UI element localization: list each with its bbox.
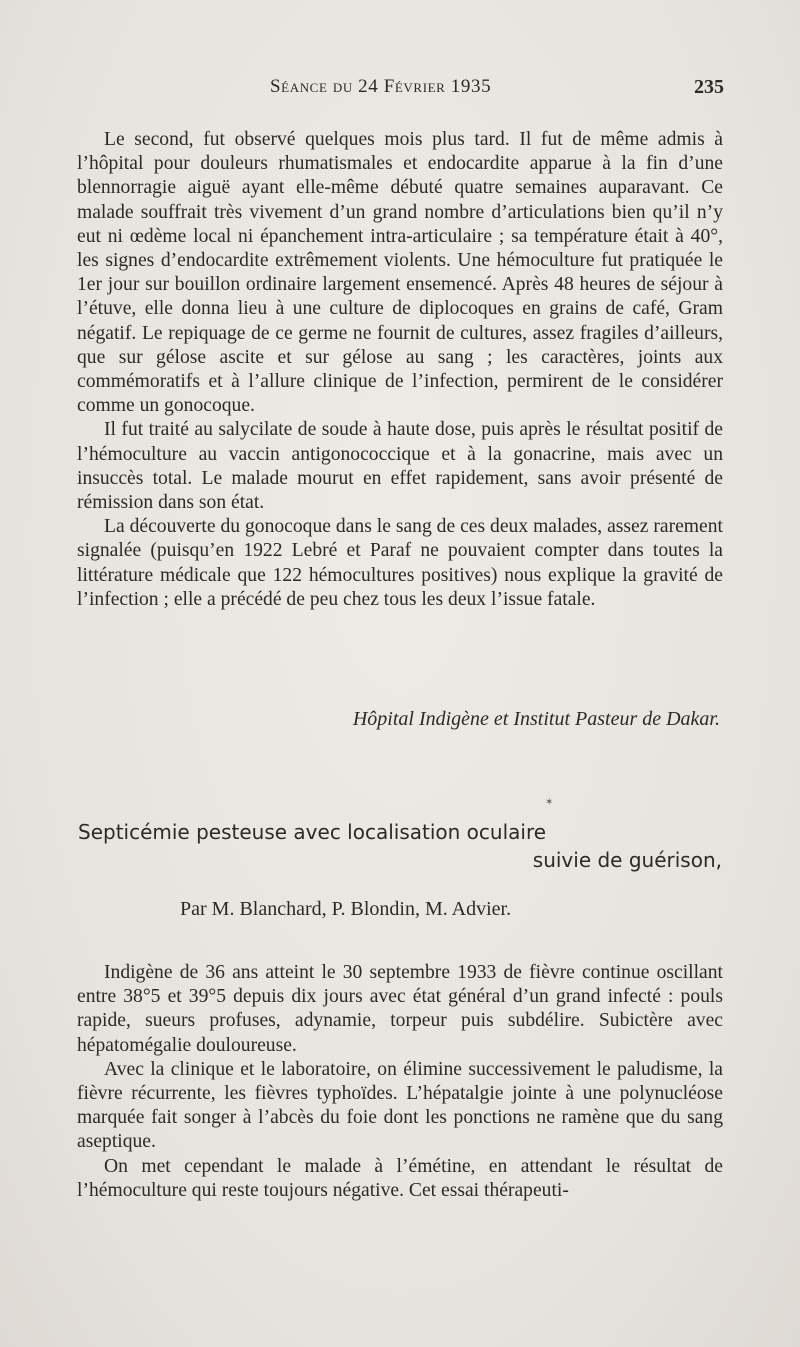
ink-speck: ✶ (545, 797, 554, 808)
paragraph: On met cependant le malade à l’émétine, en attendant le résultat de l’hémoculture qui reste toujours négative. Cet essai thérapeuti- (77, 1155, 723, 1201)
paragraph: La découverte du gonocoque dans le sang de ces deux malades, assez rarement signalée (puisqu’en 1922 Lebré et Paraf ne pouvaient compter dans toutes la littérature médicale que 122 hémocultures positives) nous explique la gravité de l’infection ; elle a précédé de peu chez tous les deux l’issue fatale. (77, 516, 723, 610)
author-byline: Par M. Blanchard, P. Blondin, M. Advier. (180, 898, 512, 920)
paragraph: Le second, fut observé quelques mois plus tard. Il fut de même admis à l’hôpital pour douleurs rhumatismales et endocardite apparue à la fin d’une blennorragie aiguë ayant elle-même débuté quatre semaines auparavant. Ce malade souffrait très vivement d’un grand nombre d’articulations bien qu’il n’y eut ni œdème local ni épanchement intra-articulaire ; sa température était à 40°, les signes d’endocardite extrêmement violents. Une hémoculture fut pratiquée le 1er jour sur bouillon ordinaire largement ensemencé. Après 48 heures de séjour à l’étuve, elle donna lieu à une culture de diplocoques en grains de café, Gram négatif. Le repiquage de ce germe ne fournit de cultures, assez fragiles d’ailleurs, que sur gélose ascite et sur gélose au sang ; les caractères, joints aux commémoratifs et à l’allure clinique de l’infection, permirent de le considérer comme un gonocoque. (77, 129, 723, 417)
running-title: Séance du 24 Février 1935 (270, 76, 492, 97)
article1-body (77, 128, 723, 612)
institution-signoff: Hôpital Indigène et Institut Pasteur de Dakar. (352, 708, 720, 730)
page-header (0, 76, 800, 106)
article2-body (77, 961, 723, 1203)
paragraph: Avec la clinique et le laboratoire, on élimine successivement le paludisme, la fièvre récurrente, les fièvres typhoïdes. L’hépatalgie jointe à une polynucléose marquée fait songer à l’abcès du foie dont les ponctions ne ramène que du sang aseptique. (77, 1058, 723, 1153)
page-number: 235 (694, 76, 724, 98)
article-title (78, 818, 724, 874)
paragraph: Indigène de 36 ans atteint le 30 septembre 1933 de fièvre continue oscillant entre 38°5 et 39°5 depuis dix jours avec état général d’un grand infecté : pouls rapide, sueurs profuses, adynamie, torpeur puis subdélire. Subictère avec hépatomégalie douloureuse. (77, 962, 723, 1056)
title-line-1: Septicémie pesteuse avec localisation oculaire (78, 820, 547, 844)
title-line-2: suivie de guérison, (532, 848, 722, 872)
paragraph: Il fut traité au salycilate de soude à haute dose, puis après le résultat positif de l’hémoculture au vaccin antigonococcique et à la gonacrine, mais avec un insuccès total. Le malade mourut en effet rapidement, sans avoir présenté de rémission dans son état. (77, 419, 723, 514)
